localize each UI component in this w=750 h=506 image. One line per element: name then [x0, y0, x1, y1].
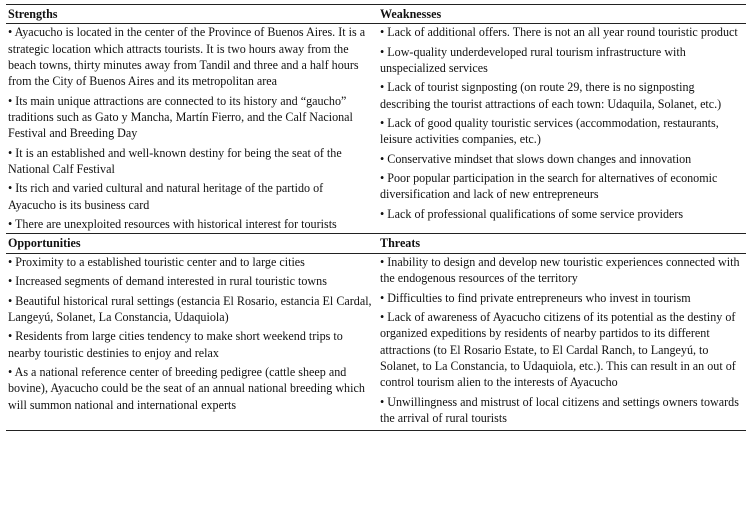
threat-item: • Difficulties to find private entrepreneurs who invest in tourism — [380, 290, 691, 305]
swot-header-row-1 — [6, 5, 746, 24]
swot-header-row-2 — [6, 234, 746, 253]
weaknesses-list — [380, 24, 746, 222]
threat-item: • Unwillingness and mistrust of local citizens and settings owners towards the arrival of rural tourists — [380, 394, 739, 425]
strengths-list — [8, 24, 372, 232]
swot-body-row-1 — [6, 24, 746, 234]
opportunities-list — [8, 254, 372, 413]
weakness-item: • Lack of good quality touristic services (accommodation, restaurants, leisure activities companies, etc.) — [380, 116, 719, 147]
weakness-item: • Lack of tourist signposting (on route 29, there is no signposting describing the tourist attractions of each town: Udaquila, Solanet, etc.) — [380, 80, 722, 111]
threat-item: • Inability to design and develop new touristic experiences connected with the endogenous resources of the territory — [380, 254, 740, 286]
opportunity-item: • Residents from large cities tendency to make short weekend trips to nearby touristic destinies to enjoy and relax — [8, 329, 343, 360]
strength-item: • There are unexploited resources with historical interest for tourists — [8, 217, 337, 232]
weakness-item: • Lack of additional offers. There is not an all year round touristic product — [380, 25, 738, 40]
opportunity-item: • Increased segments of demand interested in rural touristic towns — [8, 274, 327, 289]
swot-table — [6, 4, 746, 431]
opportunity-item: • Proximity to a established touristic center and to large cities — [8, 254, 305, 269]
strengths-cell — [6, 24, 372, 234]
strengths-heading: Strengths — [6, 5, 372, 24]
weakness-item: • Low-quality underdeveloped rural tourism infrastructure with unspecialized services — [380, 44, 686, 76]
weakness-item: • Poor popular participation in the search for alternatives of economic diversification and lack of new entrepreneurs — [380, 171, 718, 202]
threat-item: • Lack of awareness of Ayacucho citizens of its potential as the destiny of organized expeditions by residents of nearby partidos to its different attractions (to El Rosario Estate, to El Cardal Ranch, to Langeyú, to Solanet, to La Constancia, to Udaquiola, etc.). This can result in an out of control tourism alien to the interests of Ayacucho — [380, 309, 736, 390]
strength-item: • It is an established and well-known destiny for being the seat of the National Calf Festival — [8, 145, 342, 177]
strength-item: • Its main unique attractions are connected to its history and “gaucho” traditions such as Gato y Mancha, Martín Fierro, and the Calf Nacional Festival and Breeding Day — [8, 93, 353, 141]
opportunities-cell — [6, 253, 372, 430]
swot-body-row-2 — [6, 253, 746, 430]
weakness-item: • Conservative mindset that slows down changes and innovation — [380, 151, 692, 166]
threats-heading: Threats — [372, 234, 746, 253]
threats-list — [380, 254, 746, 426]
opportunity-item: • Beautiful historical rural settings (estancia El Rosario, estancia El Cardal, Langeyú, Solanet, La Constancia, Udaquiola) — [8, 293, 372, 324]
strength-item: • Its rich and varied cultural and natural heritage of the partido of Ayacucho is its business card — [8, 181, 324, 212]
strength-item: • Ayacucho is located in the center of the Province of Buenos Aires. It is a strategic location which attracts tourists. It is two hours away from the beach towns, thirty minutes away from Tandil and three and a half hours from the City of Buenos Aires and its metropolitan area — [8, 25, 366, 89]
opportunity-item: • As a national reference center of breeding pedigree (cattle sheep and bovine), Ayacucho could be the seat of an annual national breeding which will summon national and international experts — [8, 364, 365, 412]
weaknesses-heading: Weaknesses — [372, 5, 746, 24]
weakness-item: • Lack of professional qualifications of some service providers — [380, 206, 684, 221]
threats-cell — [372, 253, 746, 430]
opportunities-heading: Opportunities — [6, 234, 372, 253]
weaknesses-cell — [372, 24, 746, 234]
